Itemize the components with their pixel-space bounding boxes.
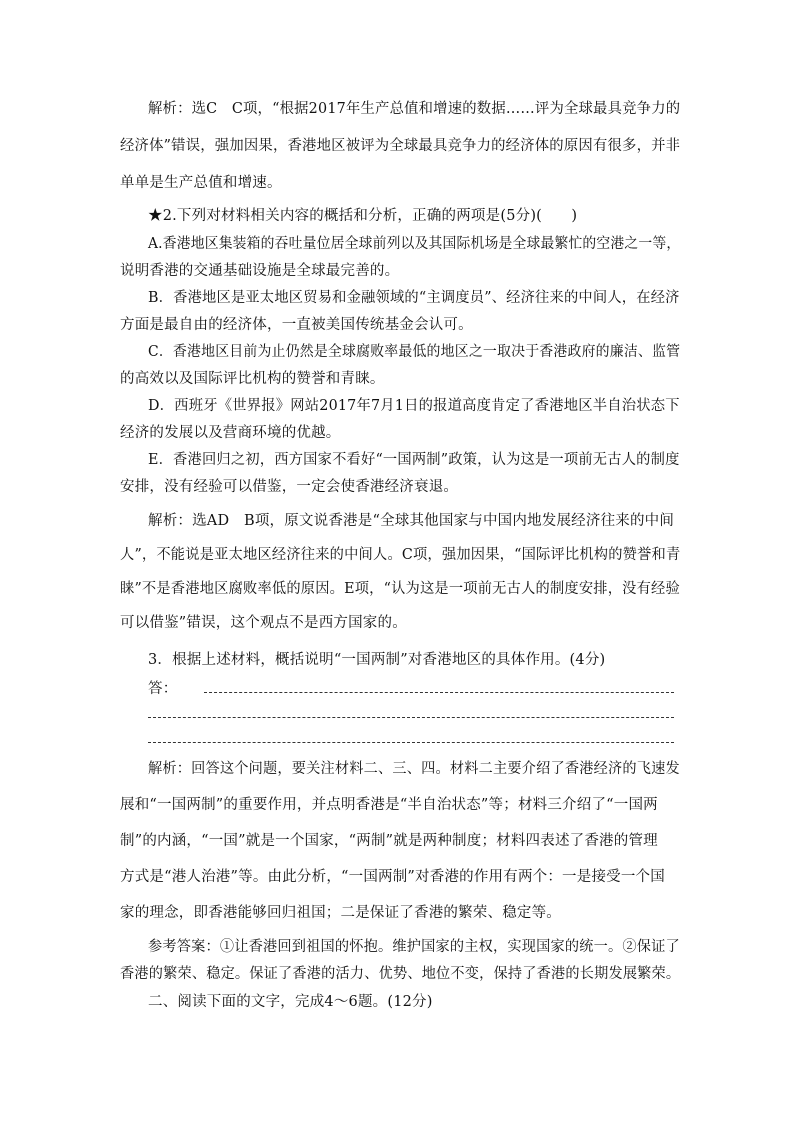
question-2-option-e-line-1: E．香港回归之初，西方国家不看好“一国两制”政策，认为这是一项前无古人的制度: [148, 452, 680, 468]
analysis-2-line-1: 解析：选AD B项，原文说香港是“全球其他国家与中国内地发展经济往来的中间: [148, 513, 675, 529]
answer-line-1: [204, 692, 674, 693]
question-2-option-d-line-1: D．西班牙《世界报》网站2017年7月1日的报道高度肯定了香港地区半自治状态下: [148, 398, 680, 414]
analysis-1-line-3: 单单是生产总值和增速。: [120, 175, 282, 191]
question-2-option-a-line-2: 说明香港的交通基础设施是全球最完善的。: [120, 263, 400, 279]
question-2-option-c-line-2: 的高效以及国际评比机构的赞誉和青睐。: [120, 371, 385, 387]
reference-answer-line-2: 香港的繁荣、稳定。保证了香港的活力、优势、地位不变，保持了香港的长期发展繁荣。: [120, 966, 681, 982]
section-2-heading: 二、阅读下面的文字，完成4～6题。(12分): [148, 994, 433, 1010]
analysis-2-line-3: 睐”不是香港地区腐败率低的原因。E项，“认为这是一项前无古人的制度安排，没有经验: [120, 581, 680, 597]
analysis-2-line-4: 可以借鉴”错误，这个观点不是西方国家的。: [120, 615, 407, 631]
analysis-2-line-2: 人”，不能说是亚太地区经济往来的中间人。C项，强加因果，“国际评比机构的赞誉和青: [120, 547, 681, 563]
analysis-3-line-2: 展和“一国两制”的重要作用，并点明香港是“半自治状态”等；材料三介绍了“一国两: [120, 797, 658, 813]
question-2-option-c-line-1: C．香港地区目前为止仍然是全球腐败率最低的地区之一取决于香港政府的廉洁、监管: [148, 344, 681, 360]
analysis-3-line-5: 家的理念，即香港能够回归祖国；二是保证了香港的繁荣、稳定等。: [120, 905, 561, 921]
analysis-1-line-2: 经济体”错误，强加因果，香港地区被评为全球最具竞争力的经济体的原因有很多，并非: [120, 138, 681, 154]
question-2-option-d-line-2: 经济的发展以及营商环境的优越。: [120, 425, 341, 441]
question-2-option-e-line-2: 安排，没有经验可以借鉴，一定会使香港经济衰退。: [120, 479, 459, 495]
answer-line-3: [148, 742, 674, 743]
question-2-option-b-line-2: 方面是最自由的经济体，一直被美国传统基金会认可。: [120, 317, 473, 333]
analysis-3-line-3: 制”的内涵，“一国”就是一个国家，“两制”就是两种制度；材料四表述了香港的管理: [120, 833, 658, 849]
question-3-stem: 3．根据上述材料，概括说明“一国两制”对香港地区的具体作用。(4分): [148, 652, 606, 668]
answer-line-2: [148, 717, 674, 718]
reference-answer-line-1: 参考答案：①让香港回到祖国的怀抱。维护国家的主权，实现国家的统一。②保证了: [148, 939, 680, 955]
answer-label: 答：: [148, 681, 178, 697]
analysis-3-line-4: 方式是“港人治港”等。由此分析，“一国两制”对香港的作用有两个：一是接受一个国: [120, 869, 665, 885]
analysis-1-line-1: 解析：选C C项，“根据2017年生产总值和增速的数据……评为全球最具竞争力的: [148, 101, 681, 117]
question-2-stem: ★2.下列对材料相关内容的概括和分析，正确的两项是(5分)( ): [148, 208, 578, 224]
question-2-option-a-line-1: A.香港地区集装箱的吞吐量位居全球前列以及其国际机场是全球最繁忙的空港之一等，: [148, 236, 681, 252]
question-2-option-b-line-1: B．香港地区是亚太地区贸易和金融领域的“主调度员”、经济往来的中间人，在经济: [148, 290, 680, 306]
analysis-3-line-1: 解析：回答这个问题，要关注材料二、三、四。材料二主要介绍了香港经济的飞速发: [148, 761, 680, 777]
